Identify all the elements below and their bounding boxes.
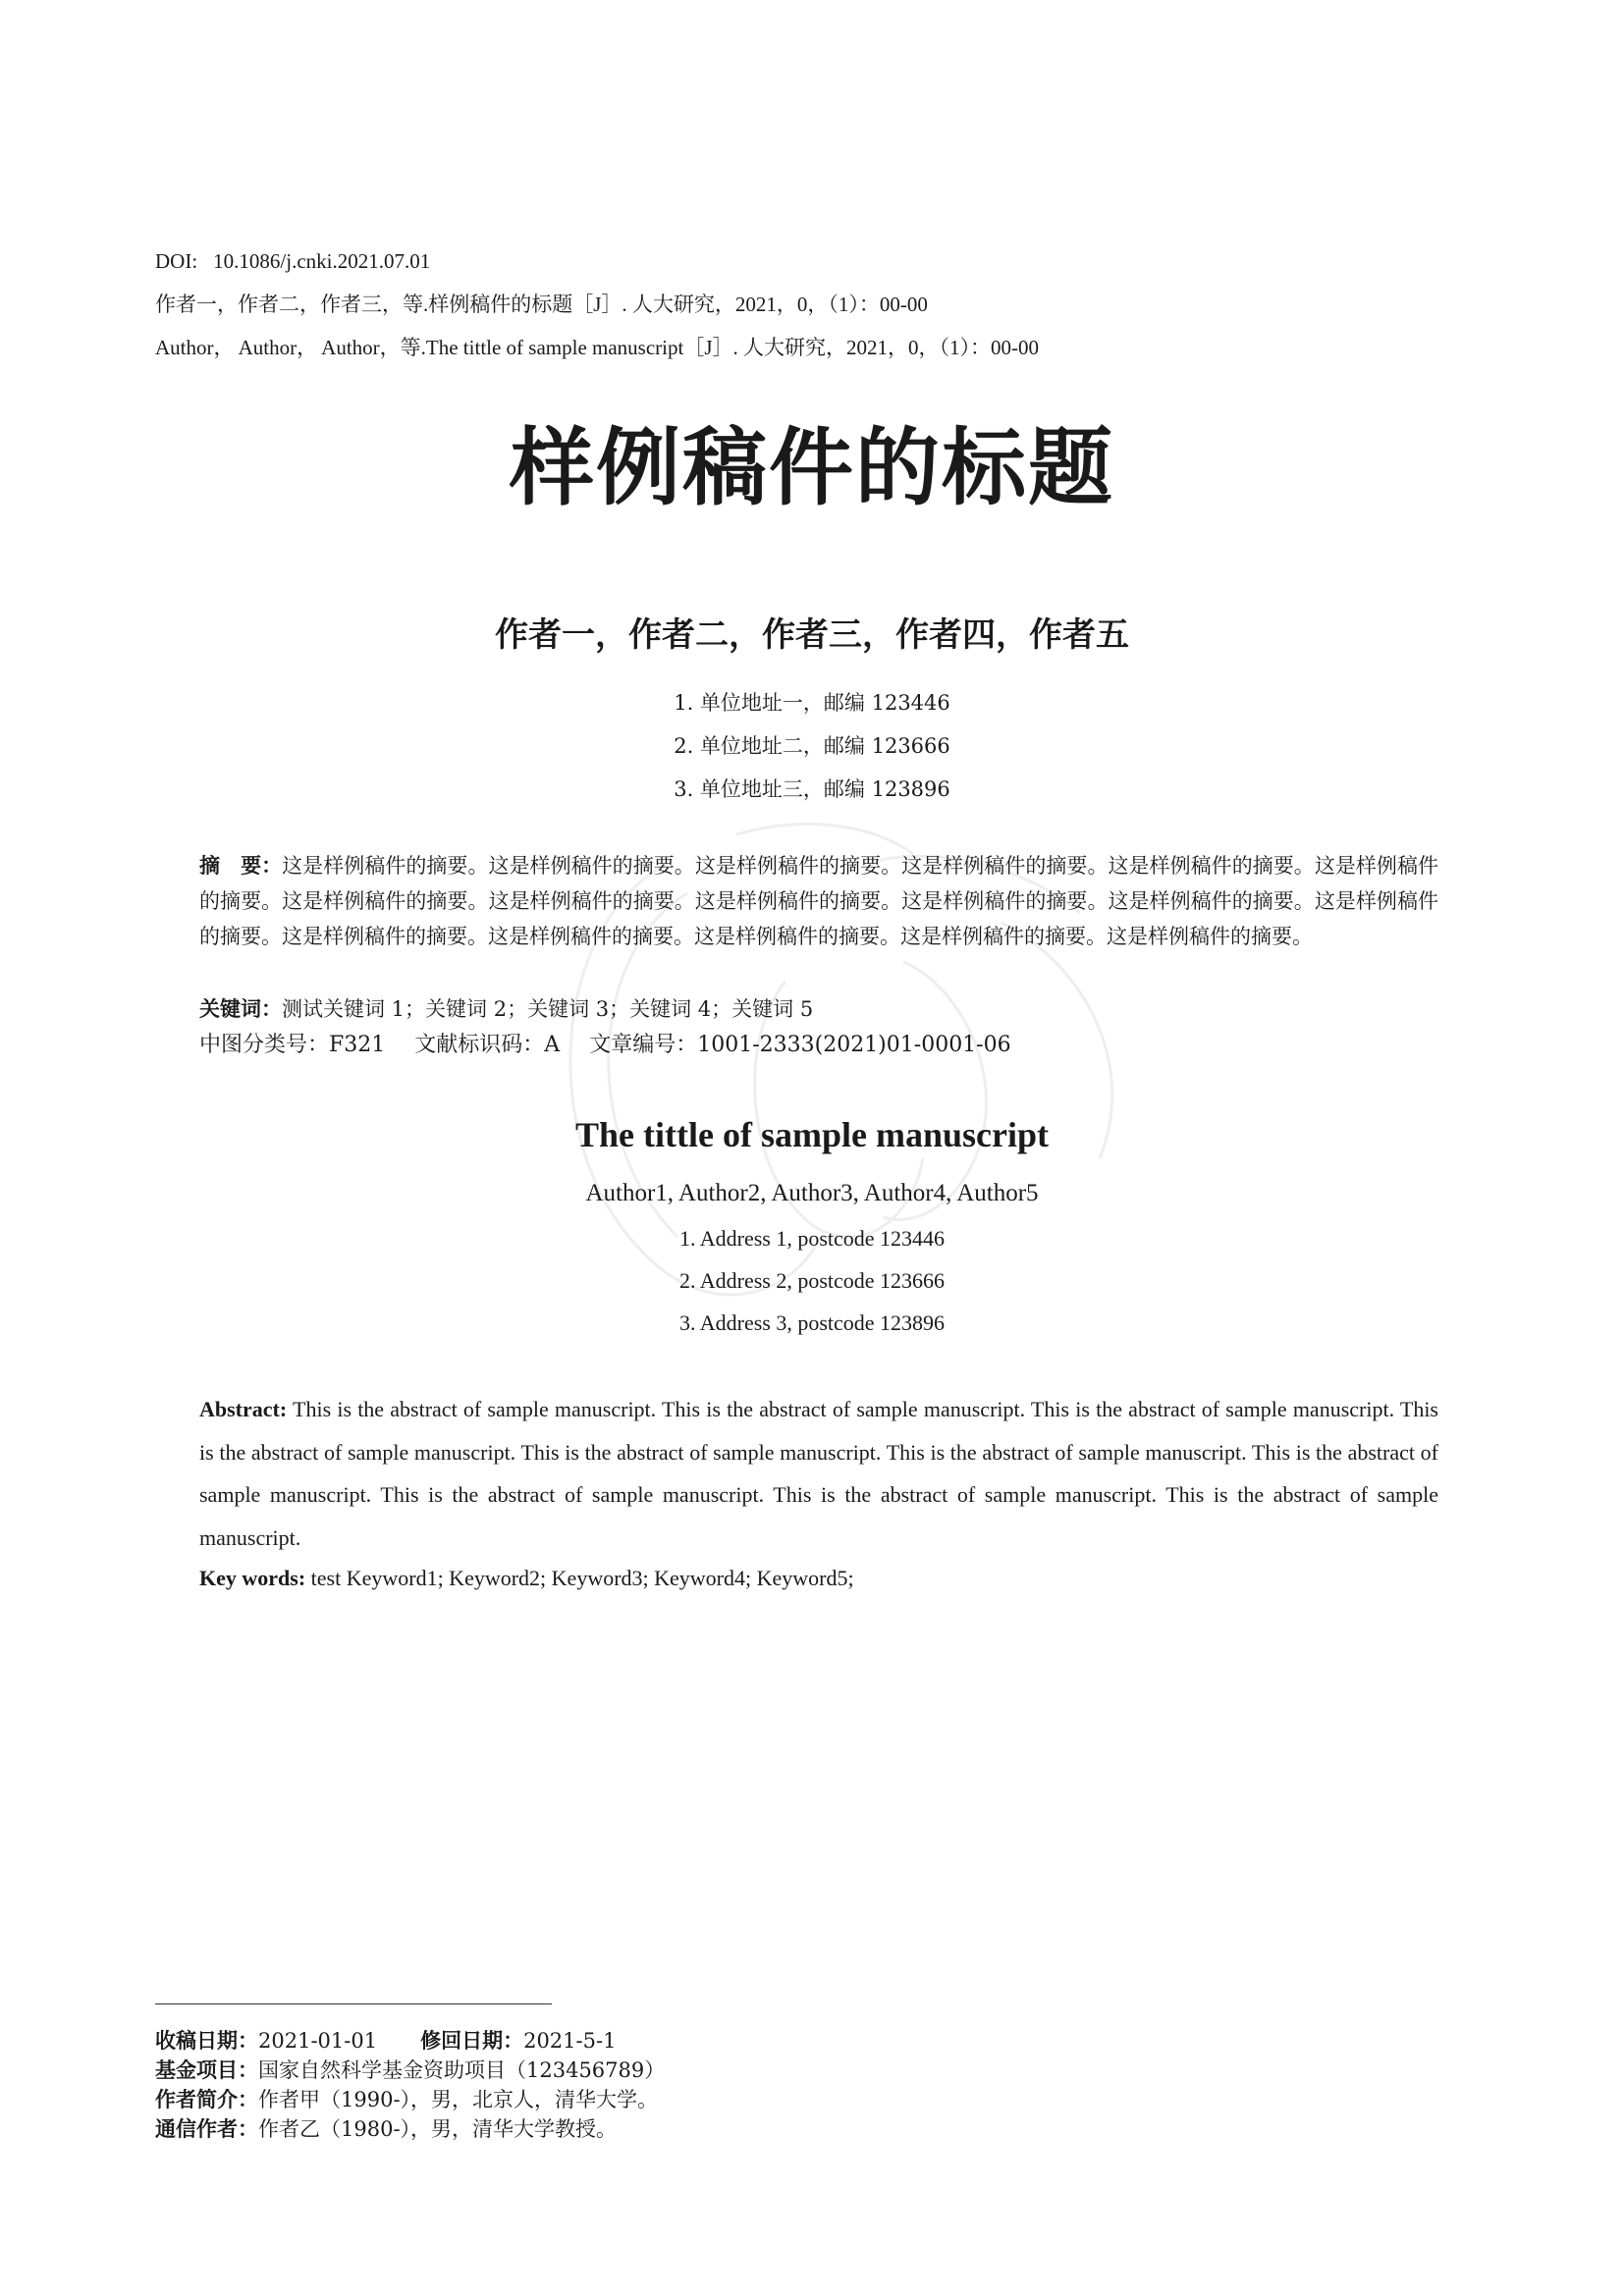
footnote-corresponding [155, 2114, 665, 2144]
abstract-en [199, 1388, 1438, 1559]
corresponding-label: 通信作者： [155, 2117, 258, 2141]
affiliation-cn-3: 3. 单位地址三，邮编 123896 [674, 777, 950, 801]
revised-label: 修回日期： [420, 2029, 524, 2053]
keywords-en [199, 1560, 1438, 1597]
paper-title-en: The tittle of sample manuscript [575, 1115, 1049, 1154]
affiliation-en-3: 3. Address 3, postcode 123896 [678, 1310, 946, 1335]
footnote-dates [155, 2026, 665, 2056]
received-value: 2021-01-01 [258, 2029, 378, 2053]
affiliation-list-cn [0, 681, 1624, 811]
clc-label: 中图分类号： [199, 1033, 330, 1057]
keywords-cn [199, 991, 1438, 1027]
fund-value: 国家自然科学基金资助项目（123456789） [258, 2058, 666, 2082]
abstract-cn [199, 848, 1438, 954]
abstract-cn-label: 摘 要： [199, 854, 283, 878]
fund-label: 基金项目： [155, 2058, 258, 2082]
abstract-en-text: This is the abstract of sample manuscript. This is the abstract of sample manuscript. This is the abstract of sample manuscript. This is the abstract of sample manuscript. This is the abstract of sample manuscript. This is the abstract of sample manuscript. This is the abstract of sample manuscript. This is the abstract of sample manuscript. This is the abstract of sample manuscript. This is the abstract of sample manuscript. [199, 1397, 1438, 1550]
bio-label: 作者简介： [155, 2088, 258, 2111]
corresponding-value: 作者乙（1980-），男，清华大学教授。 [258, 2117, 618, 2141]
received-label: 收稿日期： [155, 2029, 258, 2053]
abstract-cn-text: 这是样例稿件的摘要。这是样例稿件的摘要。这是样例稿件的摘要。这是样例稿件的摘要。这是样例稿件的摘要。这是样例稿件的摘要。这是样例稿件的摘要。这是样例稿件的摘要。这是样例稿件的摘要。这是样例稿件的摘要。这是样例稿件的摘要。这是样例稿件的摘要。这是样例稿件的摘要。这是样例稿件的摘要。这是样例稿件的摘要。这是样例稿件的摘要。这是样例稿件的摘要。 [199, 854, 1438, 948]
clc-value: F321 [329, 1033, 386, 1057]
footnote-bio [155, 2085, 665, 2114]
keywords-cn-label: 关键词： [199, 997, 282, 1021]
citation-cn: 作者一，作者二，作者三，等.样例稿件的标题［J］. 人大研究，2021，0，（1）：00-00 [155, 293, 928, 316]
citation-block [155, 240, 1039, 369]
footnote-divider [155, 2003, 552, 2004]
article-no-label: 文章编号： [589, 1033, 698, 1057]
abstract-en-label: Abstract: [199, 1397, 288, 1421]
affiliation-en-1: 1. Address 1, postcode 123446 [678, 1226, 946, 1251]
classification-line [199, 1027, 1438, 1064]
affiliation-cn-2: 2. 单位地址二，邮编 123666 [674, 734, 950, 758]
keywords-en-label: Key words: [199, 1566, 306, 1590]
keywords-en-text: test Keyword1; Keyword2; Keyword3; Keyword4; Keyword5; [310, 1566, 854, 1590]
doi-label: DOI: [155, 249, 198, 273]
footnotes [155, 2026, 665, 2144]
doi-line [155, 240, 1039, 283]
article-no-value: 1001-2333(2021)01-0001-06 [697, 1033, 1011, 1057]
paper-title-cn: 样例稿件的标题 [510, 419, 1114, 517]
affiliation-cn-1: 1. 单位地址一，邮编 123446 [674, 691, 950, 715]
doc-code-value: A [544, 1033, 561, 1057]
keywords-cn-text: 测试关键词 1；关键词 2；关键词 3；关键词 4；关键词 5 [282, 997, 814, 1021]
affiliation-list-en [0, 1217, 1624, 1344]
affiliation-en-2: 2. Address 2, postcode 123666 [678, 1268, 946, 1293]
author-list-cn: 作者一，作者二，作者三，作者四，作者五 [495, 615, 1129, 655]
doc-code-label: 文献标识码： [414, 1033, 545, 1057]
doi-value[interactable]: 10.1086/j.cnki.2021.07.01 [213, 249, 431, 273]
revised-value: 2021-5-1 [523, 2029, 617, 2053]
citation-en: Author， Author， Author，等.The tittle of sample manuscript［J］. 人大研究，2021，0，（1）：00-00 [155, 336, 1040, 359]
footnote-fund [155, 2056, 665, 2085]
author-list-en: Author1, Author2, Author3, Author4, Author5 [585, 1180, 1039, 1206]
bio-value: 作者甲（1990-），男，北京人，清华大学。 [258, 2088, 659, 2111]
